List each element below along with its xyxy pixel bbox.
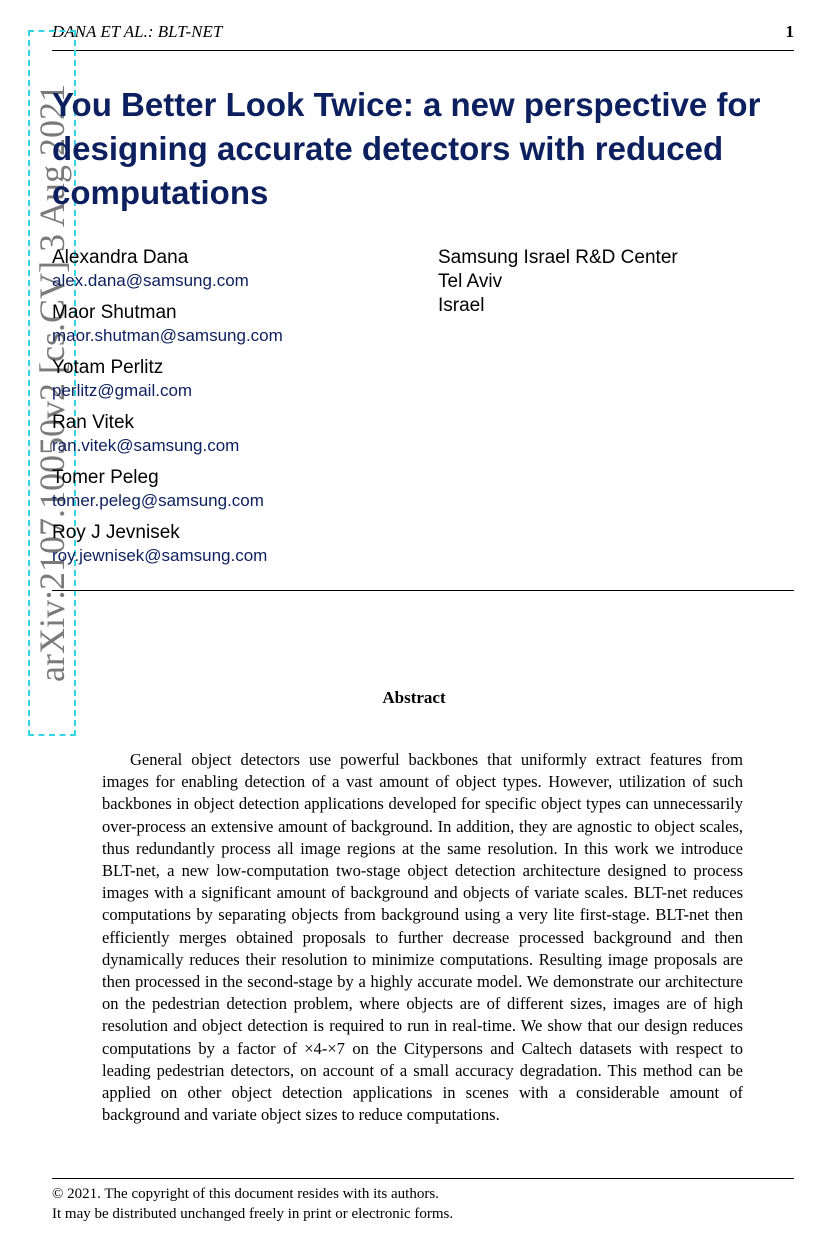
footer-divider <box>52 1178 794 1179</box>
running-title: DANA ET AL.: BLT-NET <box>52 22 223 41</box>
author-entry <box>52 246 432 301</box>
copyright-line: © 2021. The copyright of this document resides with its authors. <box>52 1186 439 1202</box>
abstract-text: General object detectors use powerful backbones that uniformly extract features from images for enabling detection of a vast amount of object types. However, utilization of such backbones in object detection applications developed for specific object types can unnecessarily over-process an extensive amount of background. In addition, they are agnostic to object scales, thus redundantly process all image regions at the same resolution. In this work we introduce BLT-net, a new low-computation two-stage object detection architecture designed to process images with a significant amount of background and objects of variate scales. BLT-net reduces computations by separating objects from background using a very lite first-stage. BLT-net then efficiently merges obtained proposals to further decrease processed background and then dynamically reduces their resolution to minimize computations. Resulting image proposals are then processed in the second-stage by a highly accurate model. We demonstrate our architecture on the pedestrian detection problem, where objects are of different sizes, images are of high resolution and object detection is required to run in real-time. We show that our design reduces computations by a factor of ×4-×7 on the Citypersons and Caltech datasets with respect to leading pedestrian detectors, on account of a small accuracy degradation. This method can be applied on other object detection applications in scenes with a considerable amount of background and variate object sizes to reduce computations. <box>102 750 743 1125</box>
author-name: Tomer Peleg <box>52 467 159 488</box>
author-name: Maor Shutman <box>52 302 177 323</box>
distribution-line: It may be distributed unchanged freely in print or electronic forms. <box>52 1206 454 1222</box>
author-list <box>52 246 432 576</box>
author-email-link[interactable]: tomer.peleg@samsung.com <box>52 491 264 510</box>
author-email-link[interactable]: maor.shutman@samsung.com <box>52 326 283 345</box>
author-name: Ran Vitek <box>52 412 135 433</box>
page-number: 1 <box>785 22 794 41</box>
author-name: Alexandra Dana <box>52 247 189 268</box>
paper-title: You Better Look Twice: a new perspective for designing accurate detectors with reduced computations <box>52 86 761 211</box>
author-entry <box>52 411 432 466</box>
affiliation-country: Israel <box>438 295 485 316</box>
author-email-link[interactable]: roy.jewnisek@samsung.com <box>52 546 268 565</box>
affiliation-city: Tel Aviv <box>438 271 503 292</box>
author-entry <box>52 356 432 411</box>
author-entry <box>52 301 432 356</box>
author-name: Roy J Jevnisek <box>52 522 180 543</box>
author-email-link[interactable]: ran.vitek@samsung.com <box>52 436 240 455</box>
copyright-footer <box>52 1184 453 1224</box>
abstract-heading: Abstract <box>382 688 446 707</box>
affiliation-org: Samsung Israel R&D Center <box>438 247 678 268</box>
author-entry <box>52 521 432 576</box>
author-email-link[interactable]: perlitz@gmail.com <box>52 381 193 400</box>
author-email-link[interactable]: alex.dana@samsung.com <box>52 271 249 290</box>
running-header <box>52 20 794 51</box>
arxiv-stamp-text[interactable]: arXiv:2107.10050v2 [cs.CV] 3 Aug 2021 <box>32 84 72 682</box>
author-entry <box>52 466 432 521</box>
author-name: Yotam Perlitz <box>52 357 164 378</box>
affiliation <box>438 246 678 318</box>
divider <box>52 590 794 591</box>
